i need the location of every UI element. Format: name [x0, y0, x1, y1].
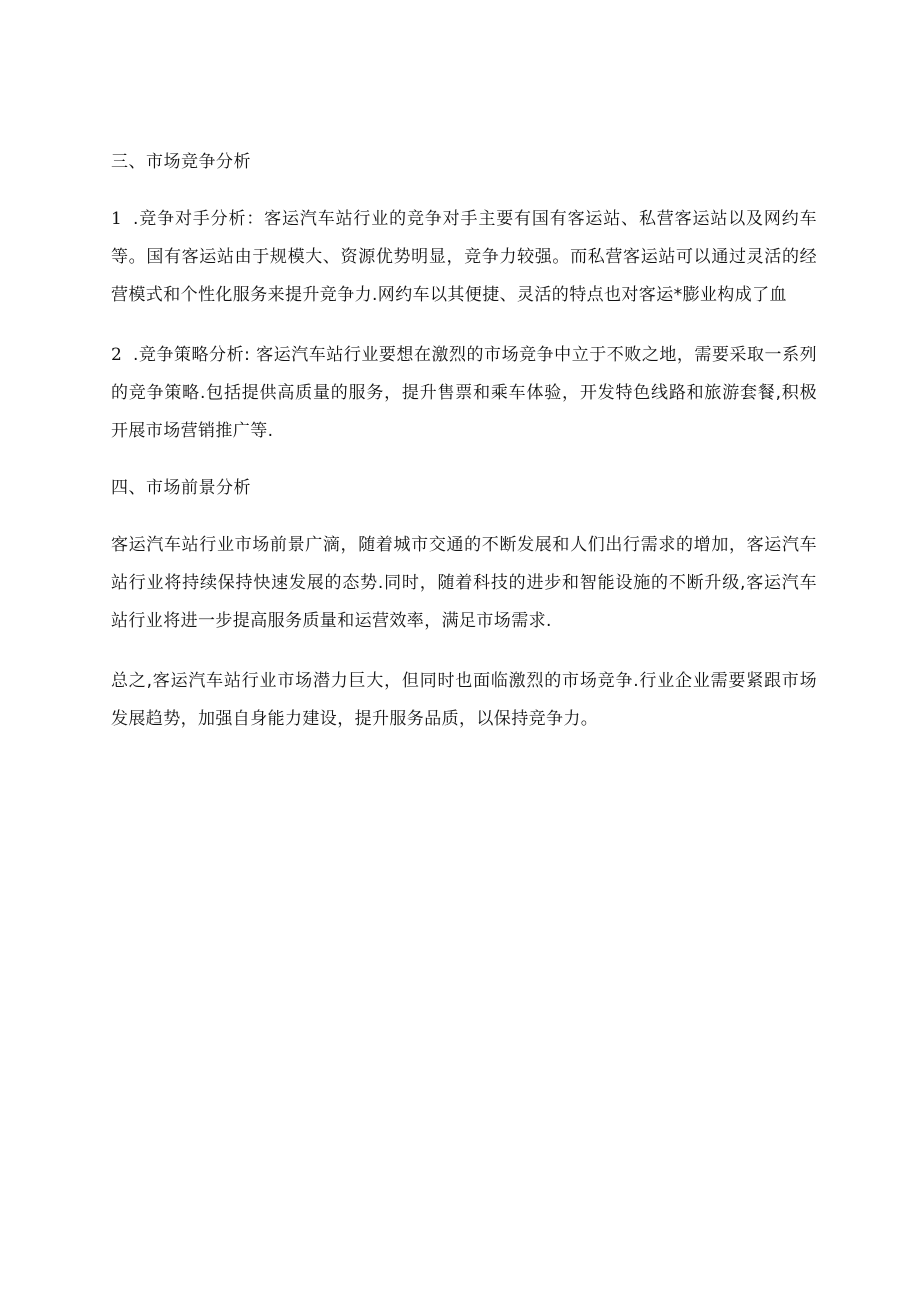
paragraph-competitor-analysis	[111, 200, 817, 314]
paragraph-conclusion: 总之,客运汽车站行业市场潜力巨大，但同时也面临激烈的市场竞争.行业企业需要紧跟市场发展趋势，加强自身能力建设，提升服务品质，以保持竞争力。	[111, 671, 817, 729]
paragraph-market-prospects: 客运汽车站行业市场前景广滴，随着城市交通的不断发展和人们出行需求的增加，客运汽车站行业将持续保持快速发展的态势.同时，随着科技的进步和智能设施的不断升级,客运汽车站行业将进一步提高服务质量和运营效率，满足市场需求.	[111, 535, 817, 631]
item-number: 1	[111, 209, 123, 229]
document-body	[111, 146, 817, 760]
paragraph-text: .竞争对手分析：客运汽车站行业的竞争对手主要有国有客运站、私营客运站以及网约车等。国有客运站由于规模大、资源优势明显，竞争力较强。而私营客运站可以通过灵活的经营模式和个性化服务来提升竞争力.网约车以其便捷、灵活的特点也对客运*膨业构成了血	[111, 209, 817, 305]
item-number: 2	[111, 345, 123, 365]
section-heading-prospects: 四、市场前景分析	[111, 478, 251, 498]
section-heading-competition: 三、市场竞争分析	[111, 152, 251, 172]
paragraph-text: .竞争策略分析: 客运汽车站行业要想在激烈的市场竞争中立于不败之地，需要采取一系列的竞争策略.包括提供高质量的服务，提升售票和乘车体验，开发特色线路和旅游套餐,积极开展市场营销推广等.	[111, 345, 817, 441]
paragraph-competition-strategy	[111, 336, 817, 450]
